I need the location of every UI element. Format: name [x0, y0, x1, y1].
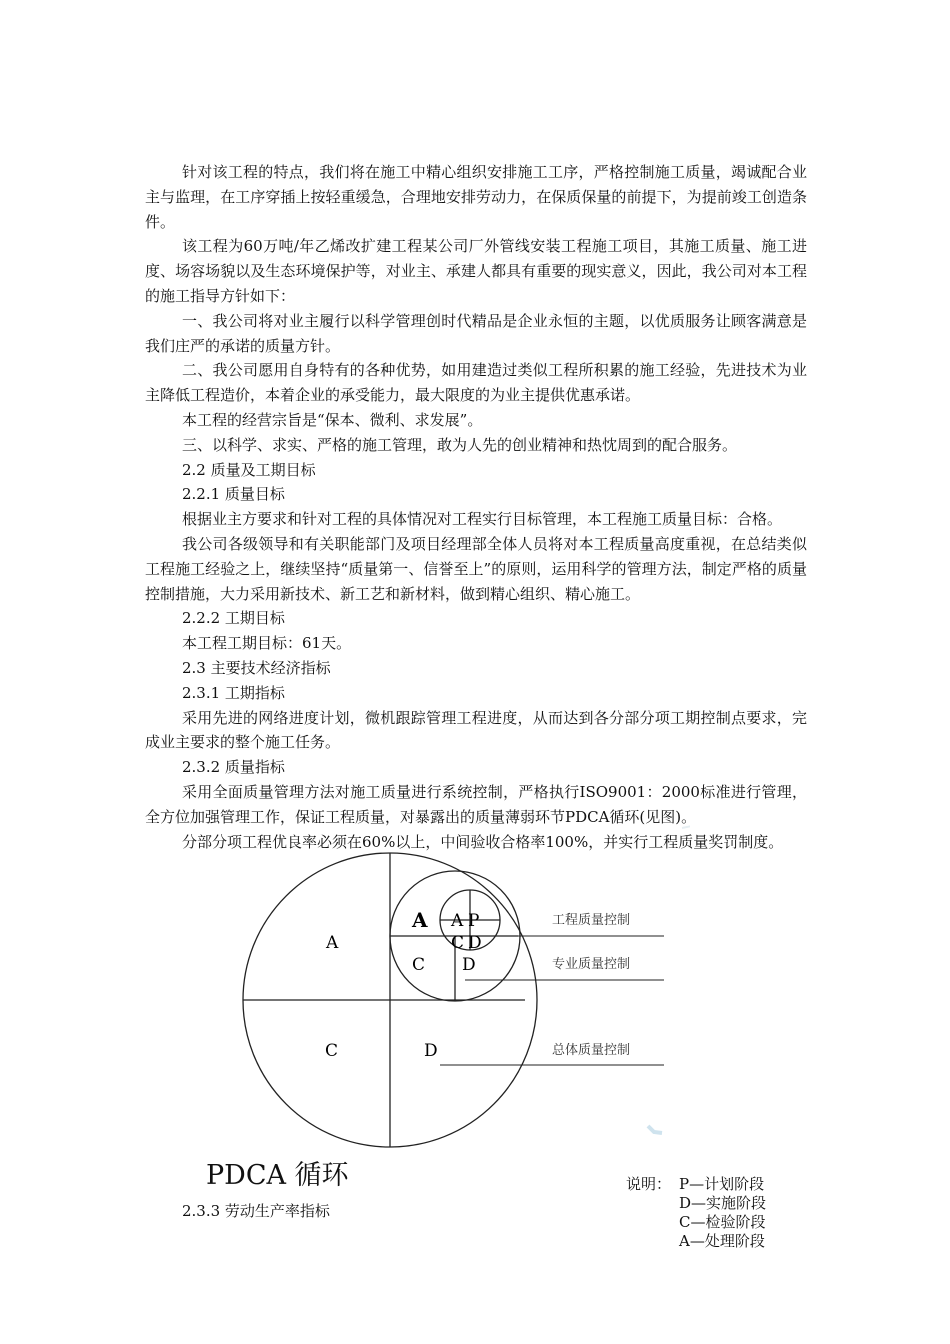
paragraph: 三、以科学、求实、严格的施工管理，敢为人先的创业精神和热忱周到的配合服务。: [182, 435, 738, 454]
small-quadrant-p: P: [468, 911, 480, 931]
section-heading: 2.3.1 工期指标: [182, 683, 285, 702]
legend-item: P—计划阶段: [679, 1175, 765, 1193]
document-body: [145, 160, 807, 854]
paragraph: 二、我公司愿用自身特有的各种优势，如用建造过类似工程所积累的施工经验，先进技术为业主降低工程造价，本着企业的承受能力，最大限度的为业主提供优惠承诺。: [145, 361, 807, 405]
section-heading: 2.2.2 工期目标: [182, 609, 285, 628]
small-quadrant-c: C: [451, 933, 465, 953]
section-heading: 2.2 质量及工期目标: [182, 460, 316, 479]
label-engineering-quality: 工程质量控制: [552, 913, 631, 928]
legend-item: A—处理阶段: [679, 1232, 765, 1250]
paragraph: 本工程的经营宗旨是“保本、微利、求发展”。: [182, 410, 483, 429]
figure-title: PDCA 循环: [206, 1160, 349, 1191]
legend-item: C—检验阶段: [679, 1213, 766, 1231]
section-heading: 2.2.1 质量目标: [182, 485, 285, 504]
paragraph: 采用先进的网络进度计划，微机跟踪管理工程进度，从而达到各分部分项工期控制点要求，完成业主要求的整个施工任务。: [145, 708, 807, 752]
paragraph: 我公司各级领导和有关职能部门及项目经理部全体人员将对本工程质量高度重视，在总结类似工程施工经验之上，继续坚持“质量第一、信誉至上”的原则，运用科学的管理方法，制定严格的质量控制措施，大力采用新技术、新工艺和新材料，做到精心组织、精心施工。: [145, 534, 807, 603]
medium-quadrant-d: D: [462, 955, 476, 975]
section-heading: 2.3 主要技术经济指标: [182, 658, 331, 677]
paragraph: 分部分项工程优良率必须在60%以上，中间验收合格率100%，并实行工程质量奖罚制度。: [182, 832, 784, 851]
label-overall-quality: 总体质量控制: [552, 1043, 631, 1058]
paragraph: 本工程工期目标：61天。: [182, 634, 352, 653]
large-quadrant-d: D: [424, 1041, 438, 1061]
medium-quadrant-c: C: [412, 955, 426, 975]
paragraph: 采用全面质量管理方法对施工质量进行系统控制，严格执行ISO9001：2000标准进行管理，全方位加强管理工作，保证工程质量，对暴露出的质量薄弱环节PDCA循环(见图)。: [145, 782, 807, 826]
large-quadrant-a: A: [326, 933, 339, 953]
paragraph: 该工程为60万吨/年乙烯改扩建工程某公司厂外管线安装工程施工项目，其施工质量、施工进度、场容场貌以及生态环境保护等，对业主、承建人都具有重要的现实意义，因此，我公司对本工程的施工指导方针如下：: [145, 237, 807, 305]
decorative-mark: [682, 826, 690, 828]
pdca-diagram: [230, 820, 690, 1150]
paragraph: 针对该工程的特点，我们将在施工中精心组织安排施工工序，严格控制施工质量，竭诚配合业主与监理，在工序穿插上按轻重缓急，合理地安排劳动力，在保质保量的前提下，为提前竣工创造条件。: [145, 163, 807, 231]
paragraph: 一、我公司将对业主履行以科学管理创时代精品是企业永恒的主题，以优质服务让顾客满意是我们庄严的承诺的质量方针。: [145, 311, 807, 355]
legend-item: D—实施阶段: [679, 1194, 767, 1212]
legend-items: [679, 1175, 819, 1251]
section-heading: 2.3.2 质量指标: [182, 758, 285, 777]
medium-quadrant-a: A: [412, 908, 428, 932]
label-professional-quality: 专业质量控制: [552, 957, 631, 972]
small-quadrant-d: D: [468, 933, 482, 953]
decorative-mark: [648, 1126, 662, 1133]
paragraph: 根据业主方要求和针对工程的具体情况对工程实行目标管理，本工程施工质量目标：合格。: [182, 510, 783, 529]
small-quadrant-a: A: [451, 911, 464, 931]
section-heading: 2.3.3 劳动生产率指标: [182, 1202, 330, 1220]
legend-label: 说明：: [626, 1175, 672, 1193]
large-quadrant-c: C: [325, 1041, 339, 1061]
